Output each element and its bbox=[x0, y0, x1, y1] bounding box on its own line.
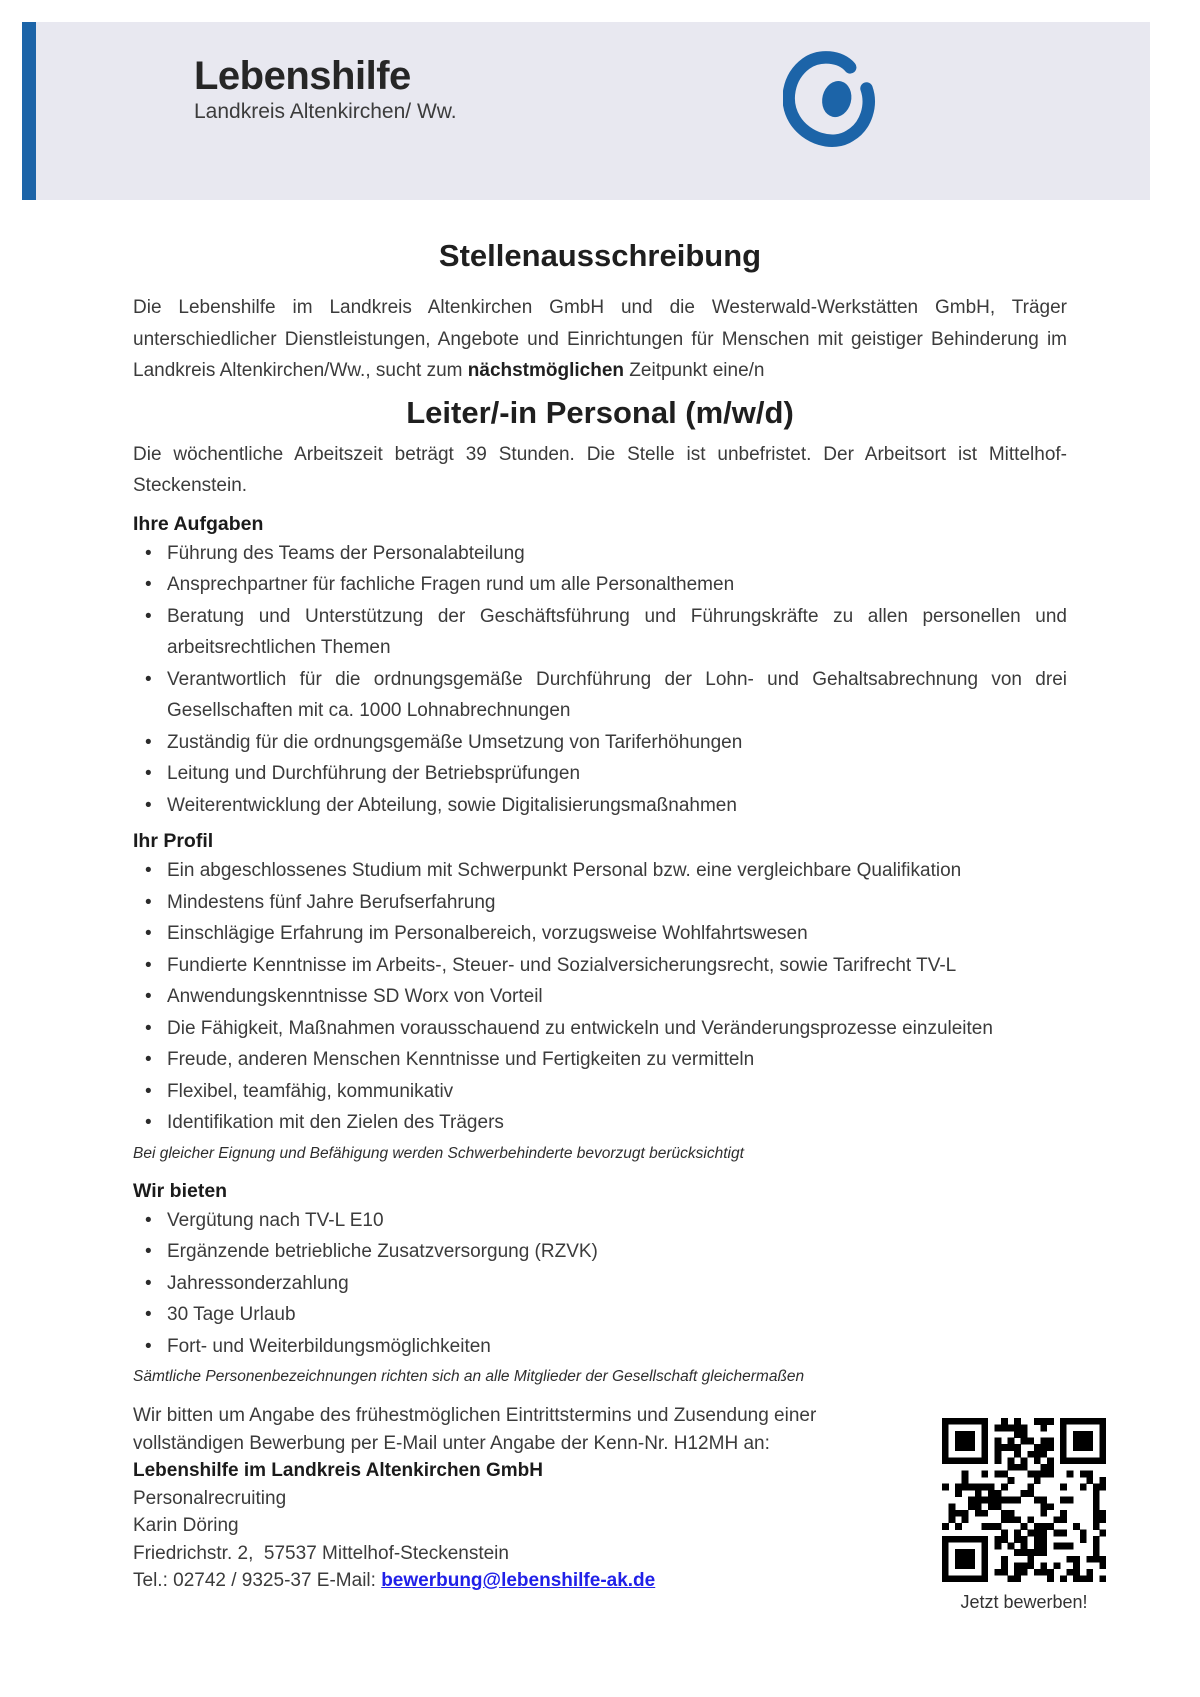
section-heading-profil: Ihr Profil bbox=[133, 830, 214, 852]
list-item: • Vergütung nach TV-L E10 bbox=[133, 1205, 1067, 1237]
list-item: • Mindestens fünf Jahre Berufserfahrung bbox=[133, 887, 1067, 919]
list-item: • Einschlägige Erfahrung im Personalbereich, vorzugsweise Wohlfahrtswesen bbox=[133, 918, 1067, 950]
list-item: • Fundierte Kenntnisse im Arbeits-, Steuer- und Sozialversicherungsrecht, sowie Tarifrecht TV-L bbox=[133, 950, 1067, 982]
qr-block bbox=[938, 1418, 1110, 1614]
list-item: • Ansprechpartner für fachliche Fragen rund um alle Personalthemen bbox=[133, 569, 1067, 601]
list-item: • Ergänzende betriebliche Zusatzversorgung (RZVK) bbox=[133, 1236, 1067, 1268]
address: Friedrichstr. 2, 57537 Mittelhof-Steckenstein bbox=[133, 1542, 509, 1564]
list-item: • 30 Tage Urlaub bbox=[133, 1299, 1067, 1331]
phone-label: Tel.: 02742 / 9325-37 E-Mail: bbox=[133, 1570, 382, 1591]
qr-caption: Jetzt bewerben! bbox=[960, 1592, 1088, 1612]
list-item: • Jahressonderzahlung bbox=[133, 1268, 1067, 1300]
list-item: • Leitung und Durchführung der Betriebsprüfungen bbox=[133, 758, 1067, 790]
list-item: • Flexibel, teamfähig, kommunikativ bbox=[133, 1076, 1067, 1108]
intro-paragraph bbox=[133, 292, 1067, 387]
company-name: Lebenshilfe im Landkreis Altenkirchen GmbH bbox=[133, 1460, 544, 1481]
contact-section bbox=[133, 1402, 1088, 1632]
section-heading-aufgaben: Ihre Aufgaben bbox=[133, 512, 264, 535]
section-heading-bieten: Wir bieten bbox=[133, 1179, 228, 1202]
header-band bbox=[36, 22, 1150, 200]
document-body bbox=[133, 224, 1088, 1632]
list-item: • Anwendungskenntnisse SD Worx von Vorteil bbox=[133, 981, 1067, 1013]
page-title: Stellenausschreibung bbox=[438, 238, 762, 273]
profile-list bbox=[133, 855, 1067, 1139]
task-list bbox=[133, 538, 1067, 822]
lebenshilfe-logo-icon bbox=[783, 50, 879, 150]
intro-bold-text: nächstmöglichen bbox=[467, 360, 625, 381]
list-item: • Weiterentwicklung der Abteilung, sowie Digitalisierungsmaßnahmen bbox=[133, 790, 1067, 822]
position-title: Leiter/-in Personal (m/w/d) bbox=[406, 394, 794, 430]
brand-subtitle: Landkreis Altenkirchen/ Ww. bbox=[194, 100, 457, 123]
department: Personalrecruiting bbox=[133, 1487, 287, 1509]
list-item: • Führung des Teams der Personalabteilung bbox=[133, 538, 1067, 570]
list-item: • Zuständig für die ordnungsgemäße Umsetzung von Tariferhöhungen bbox=[133, 727, 1067, 759]
list-item: • Beratung und Unterstützung der Geschäftsführung und Führungskräfte zu allen personellen und arbeitsrechtlichen Themen bbox=[133, 601, 1067, 664]
list-item: • Identifikation mit den Zielen des Trägers bbox=[133, 1107, 1067, 1139]
application-instructions-line1: Wir bitten um Angabe des frühestmöglichen Eintrittstermins und Zusendung einer bbox=[133, 1405, 817, 1426]
email-link[interactable]: bewerbung@lebenshilfe-ak.de bbox=[381, 1570, 656, 1591]
gender-note: Sämtliche Personenbezeichnungen richten sich an alle Mitglieder der Gesellschaft gleichermaßen bbox=[133, 1368, 805, 1385]
brand-name: Lebenshilfe bbox=[194, 54, 411, 98]
phone-email-line bbox=[133, 1567, 878, 1595]
application-instructions-line2: vollständigen Bewerbung per E-Mail unter Angabe der Kenn-Nr. H12MH an: bbox=[133, 1432, 770, 1454]
list-item: • Die Fähigkeit, Maßnahmen vorausschauend zu entwickeln und Veränderungsprozesse einzuleiten bbox=[133, 1013, 1067, 1045]
equal-opportunity-note: Bei gleicher Eignung und Befähigung werden Schwerbehinderte bevorzugt berücksichtigt bbox=[133, 1144, 744, 1162]
list-item: • Freude, anderen Menschen Kenntnisse und Fertigkeiten zu vermitteln bbox=[133, 1044, 1067, 1076]
position-details: Die wöchentliche Arbeitszeit beträgt 39 Stunden. Die Stelle ist unbefristet. Der Arbeitsort ist Mittelhof-Steckenstein. bbox=[133, 443, 1067, 496]
contact-person: Karin Döring bbox=[133, 1515, 239, 1536]
list-item: • Verantwortlich für die ordnungsgemäße Durchführung der Lohn- und Gehaltsabrechnung von drei Gesellschaften mit ca. 1000 Lohnabrechnungen bbox=[133, 664, 1067, 727]
list-item: • Fort- und Weiterbildungsmöglichkeiten bbox=[133, 1331, 1067, 1363]
intro-text: Die Lebenshilfe im Landkreis Altenkirchen GmbH und die Westerwald-Werkstätten GmbH, Träger unterschiedlicher Dienstleistungen, Angebote und Einrichtungen für Menschen mit geistiger Behinderung im Landkreis Altenkirchen/Ww., sucht zum bbox=[133, 297, 1067, 381]
accent-bar bbox=[22, 22, 36, 200]
benefits-list bbox=[133, 1205, 1067, 1363]
list-item: • Ein abgeschlossenes Studium mit Schwerpunkt Personal bzw. eine vergleichbare Qualifikation bbox=[133, 855, 1067, 887]
intro-text-tail: Zeitpunkt eine/n bbox=[624, 360, 765, 381]
qr-code bbox=[942, 1418, 1106, 1582]
